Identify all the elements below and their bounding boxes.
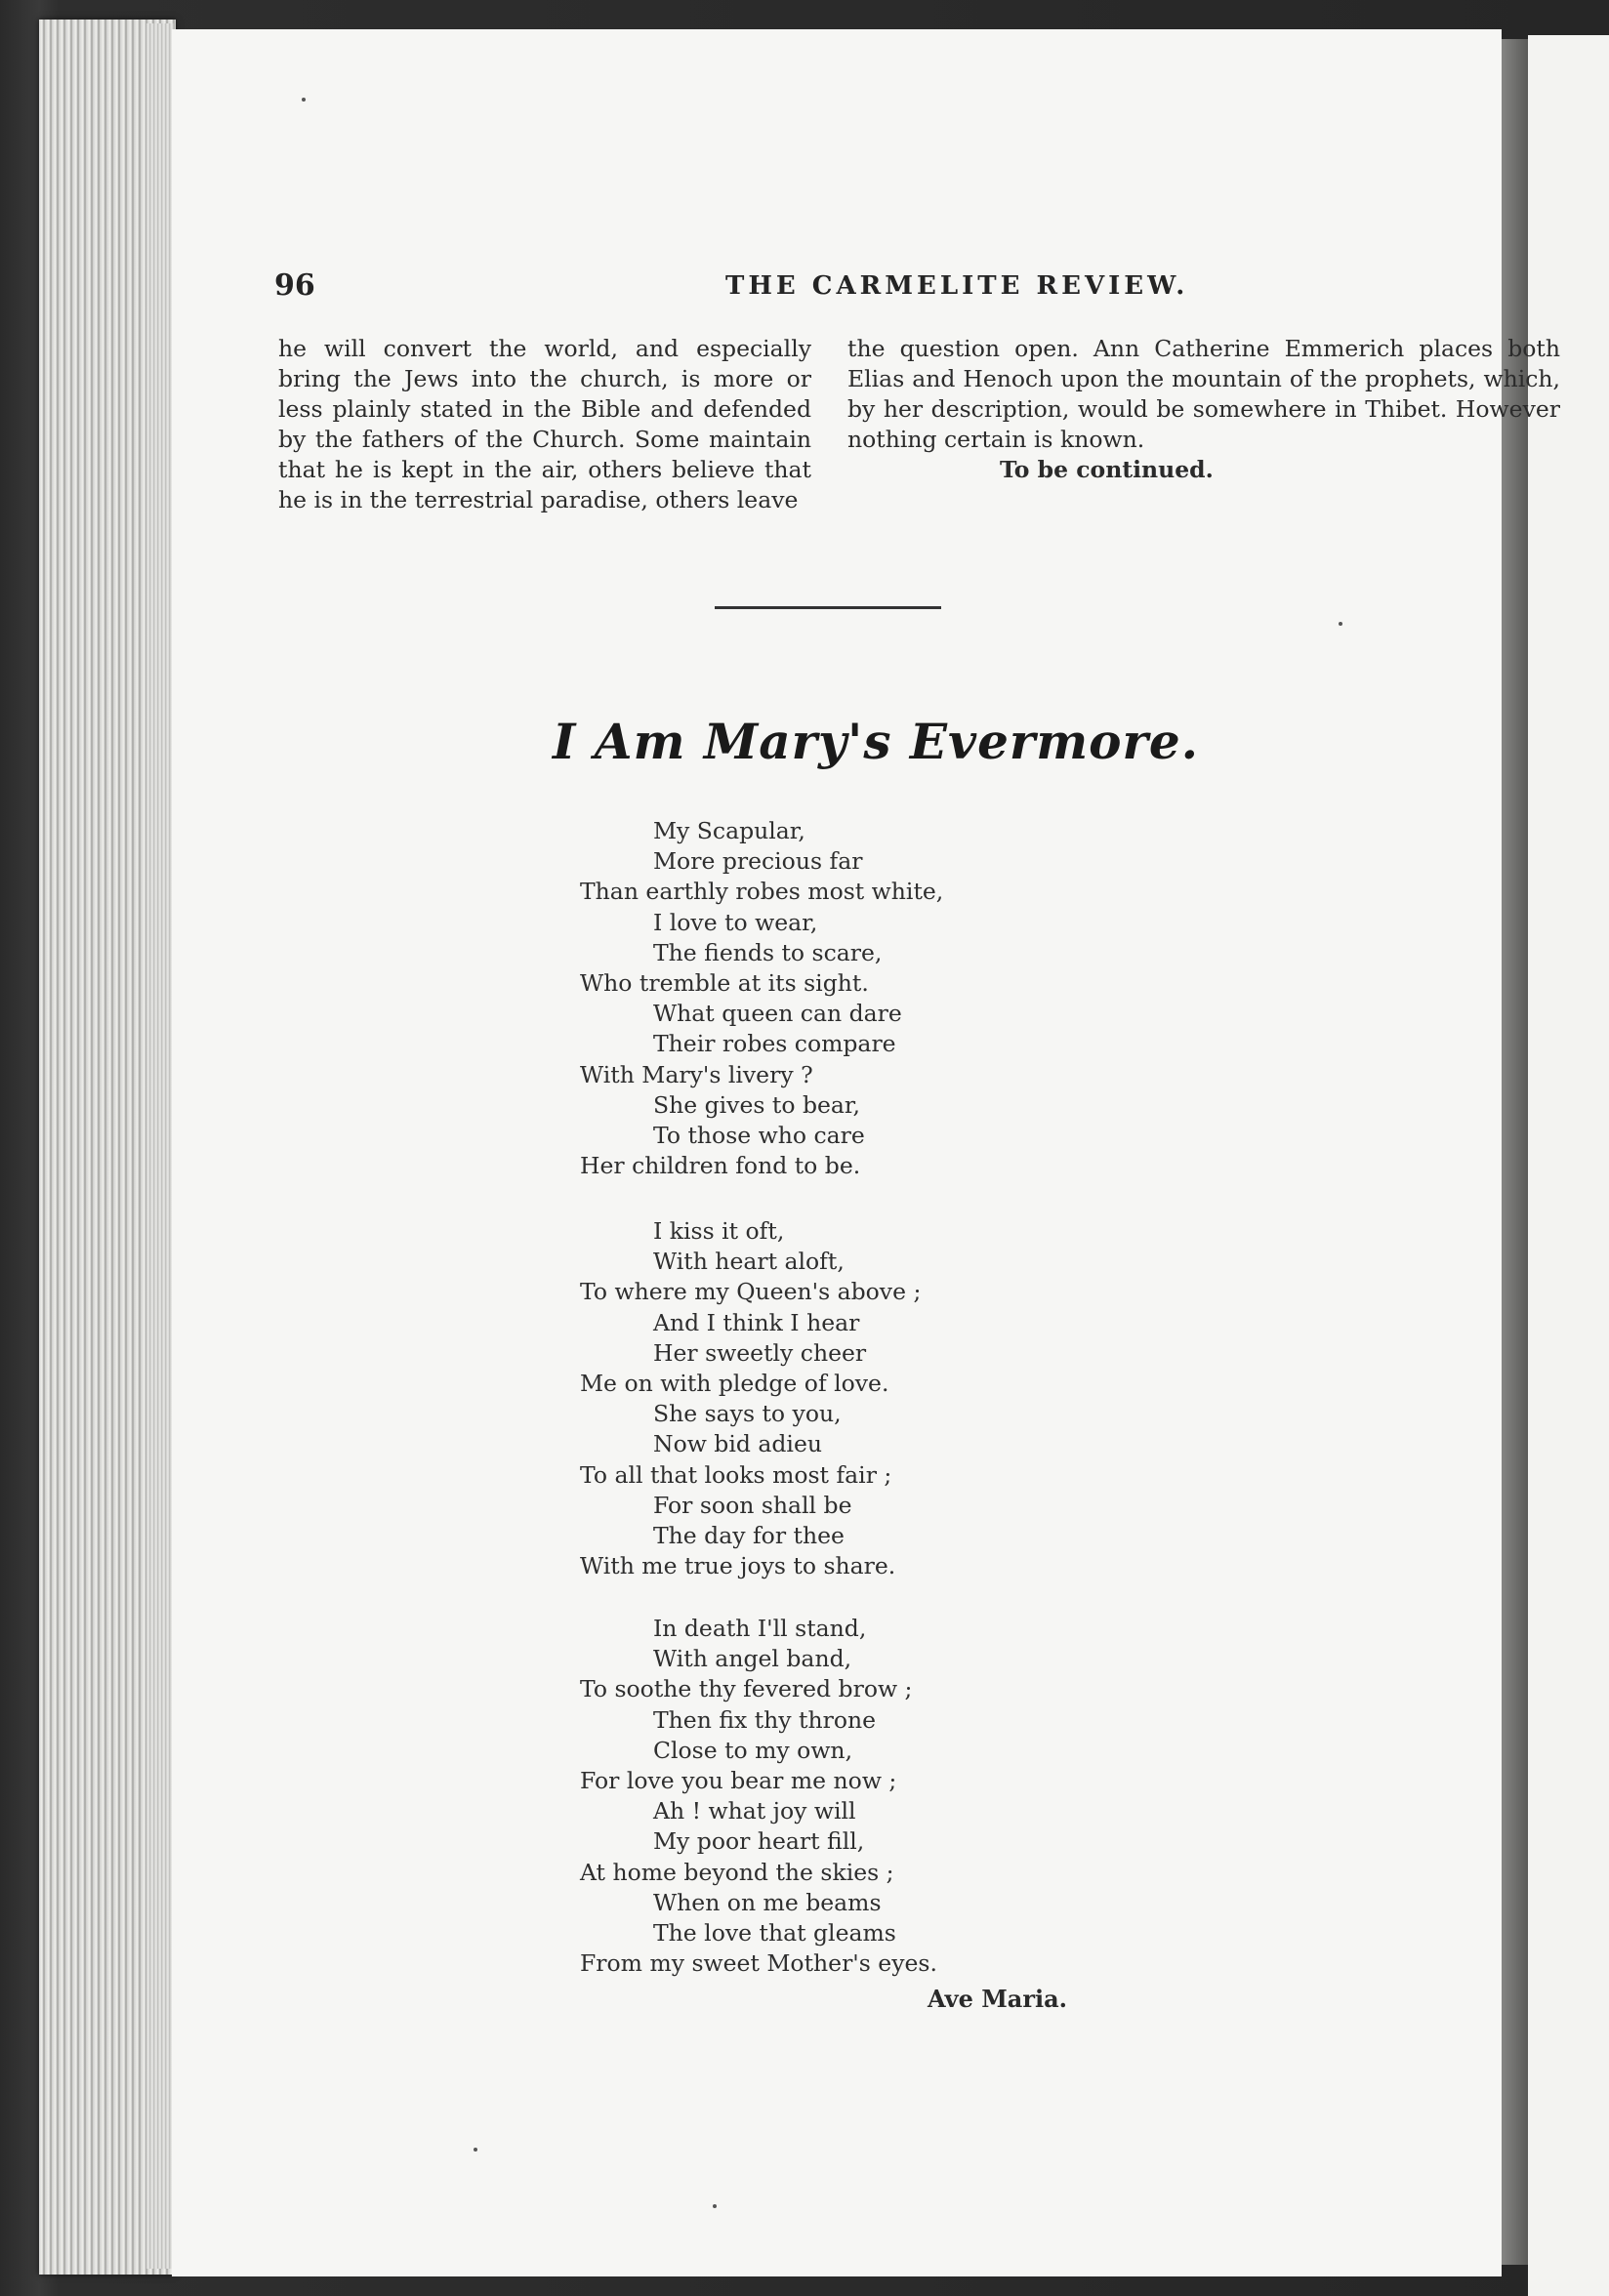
column-left-text: he will convert the world, and especially bring the Jews into the church, is more or less plainly stated in the Bible and defended by the fathers of the Church. Some maintain that he is kept in the air, others believe that he is in the terrestrial paradise, others leave <box>278 335 811 513</box>
poem-line: She says to you, <box>653 1400 842 1428</box>
page-number: 96 <box>274 268 315 303</box>
poem-line: I love to wear, <box>653 908 818 936</box>
poem-line: For love you bear me now ; <box>580 1766 897 1794</box>
book-page <box>172 29 1560 2276</box>
poem-line: What queen can dare <box>653 1000 902 1028</box>
poem-line: With angel band, <box>653 1645 852 1673</box>
poem-source: Ave Maria. <box>928 1985 1068 2013</box>
poem-stanza-3 <box>580 1614 1263 1979</box>
poem-line: When on me beams <box>653 1888 882 1916</box>
page-header <box>274 268 1212 308</box>
poem-line: Her children fond to be. <box>580 1152 861 1180</box>
poem-line: Me on with pledge of love. <box>580 1369 889 1397</box>
poem-title: I Am Mary's Evermore. <box>553 713 1200 770</box>
poem-line: Who tremble at its sight. <box>580 968 869 997</box>
poem-line: At home beyond the skies ; <box>580 1858 894 1886</box>
column-right <box>847 334 1560 485</box>
poem-line: More precious far <box>653 847 863 876</box>
column-right-text: the question open. Ann Catherine Emmerich places both Elias and Henoch upon the mountain of the prophets, which, by her description, would be somewhere in Thibet. However nothing certain is known. <box>847 335 1560 453</box>
poem-line: In death I'll stand, <box>653 1615 867 1642</box>
column-left <box>278 334 811 515</box>
poem-line: Ah ! what joy will <box>653 1797 856 1825</box>
poem-line: Then fix thy throne <box>653 1705 877 1734</box>
paper-speck <box>474 2148 477 2152</box>
poem-line: Close to my own, <box>653 1736 853 1764</box>
poem-line: To those who care <box>653 1121 865 1149</box>
poem-line: The day for thee <box>653 1521 845 1549</box>
poem-line: Their robes compare <box>653 1030 896 1058</box>
running-head: THE CARMELITE REVIEW. <box>725 271 1189 301</box>
paper-speck <box>1339 622 1342 626</box>
poem-line: The fiends to scare, <box>653 938 883 966</box>
poem-line: To soothe thy fevered brow ; <box>580 1675 913 1703</box>
poem-line: With Mary's livery ? <box>580 1060 813 1088</box>
poem-line: Than earthly robes most white, <box>580 878 944 906</box>
poem-line: To where my Queen's above ; <box>580 1278 922 1306</box>
section-divider <box>715 606 941 609</box>
poem-line: And I think I hear <box>653 1308 860 1336</box>
page-edges-inner <box>146 23 174 2269</box>
paper-speck <box>713 2204 717 2208</box>
continued-note: To be continued. <box>1000 456 1214 483</box>
poem-stanza-2 <box>580 1216 1263 1581</box>
poem-line: I kiss it oft, <box>653 1217 785 1245</box>
poem-line: My poor heart fill, <box>653 1827 865 1856</box>
poem-line: With me true joys to share. <box>580 1552 896 1580</box>
poem-line: With heart aloft, <box>653 1248 845 1276</box>
paper-speck <box>302 98 306 102</box>
poem-line: Now bid adieu <box>653 1430 822 1458</box>
poem-line: From my sweet Mother's eyes. <box>580 1949 937 1978</box>
poem-line: She gives to bear, <box>653 1090 861 1119</box>
poem-line: My Scapular, <box>653 817 805 844</box>
poem-line: The love that gleams <box>653 1918 896 1947</box>
poem-stanza-1 <box>580 816 1263 1181</box>
poem-line: To all that looks most fair ; <box>580 1460 892 1489</box>
poem-line: Her sweetly cheer <box>653 1338 867 1367</box>
poem-line: For soon shall be <box>653 1491 852 1519</box>
